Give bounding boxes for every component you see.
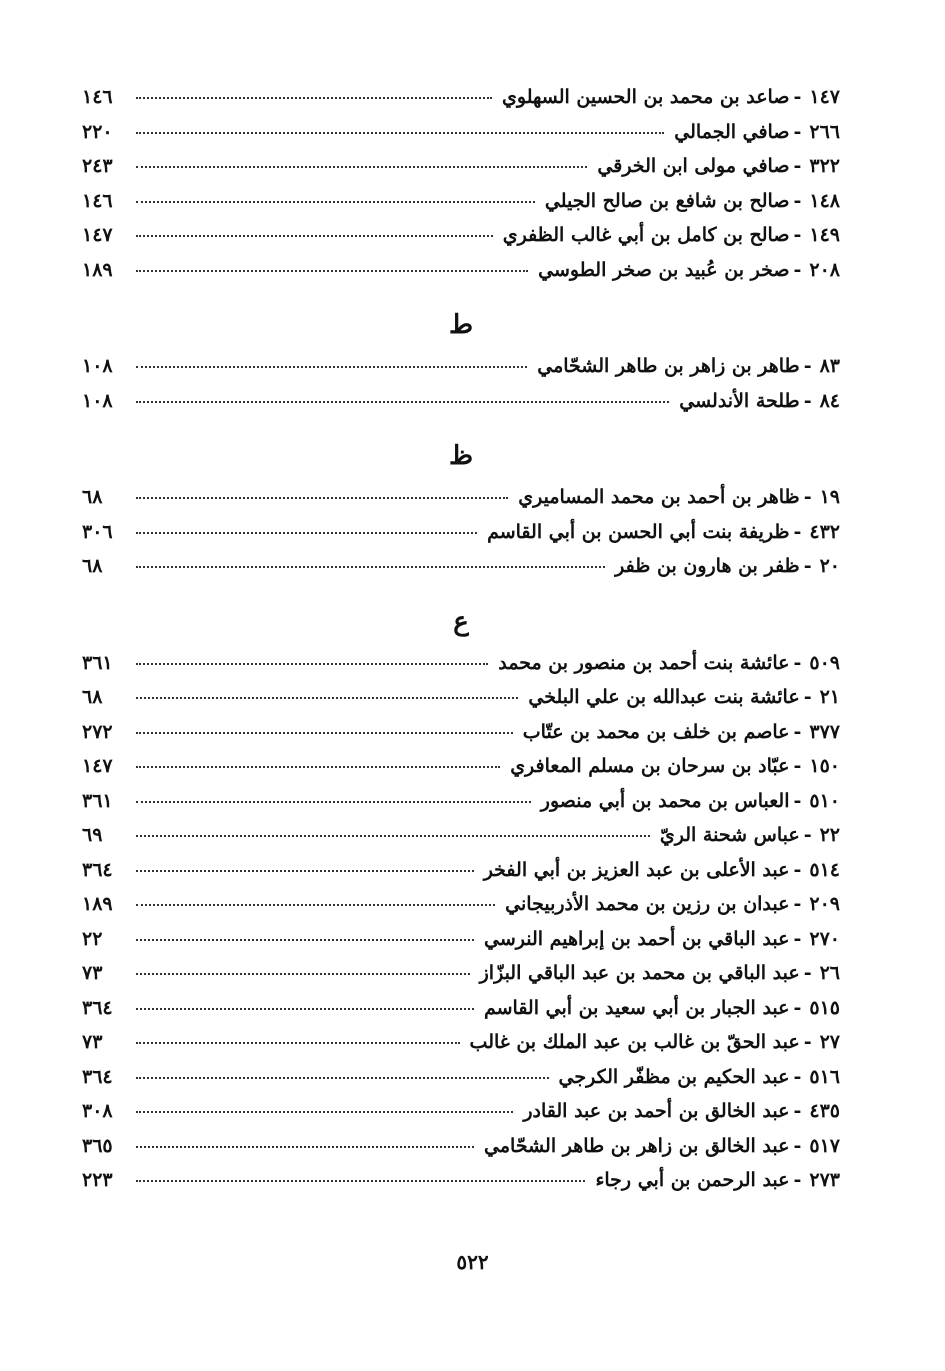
- index-entry: [82, 928, 840, 963]
- entry-dash: ‐: [803, 686, 812, 708]
- entry-number: ١٩: [819, 486, 840, 508]
- entry-name: عبّاد بن سرحان بن مسلم المعافري: [510, 755, 790, 777]
- index-entry: [82, 555, 840, 590]
- entry-name: عبد الخالق بن أحمد بن عبد القادر: [523, 1100, 790, 1122]
- index-entry: [82, 121, 840, 156]
- entry-number: ٥٠٩: [809, 651, 840, 674]
- entry-page-ref: ٣٦١: [82, 651, 113, 674]
- dot-leader: [136, 939, 474, 941]
- entry-page-ref: ١٤٧: [82, 224, 113, 246]
- index-entry: [82, 652, 840, 687]
- dot-leader: [136, 663, 488, 665]
- entry-name: العباس بن محمد بن أبي منصور: [540, 789, 790, 812]
- section-letter: ظ: [448, 441, 474, 471]
- entry-page-ref: ٢٧٢: [82, 720, 113, 743]
- entry-name: عبد الحكيم بن مظفّر الكرجي: [558, 1065, 790, 1088]
- index-entry: [82, 521, 840, 556]
- index-entry: [82, 1169, 840, 1204]
- entry-page-ref: ١٠٨: [82, 389, 113, 412]
- entry-number: ١٤٩: [809, 224, 840, 246]
- index-entry: [82, 721, 840, 756]
- index-entry: [82, 86, 840, 121]
- section-letter: ع: [453, 606, 469, 637]
- entry-name: عبد الخالق بن زاهر بن طاهر الشحّامي: [484, 1134, 790, 1157]
- dot-leader: [136, 97, 492, 99]
- entry-dash: ‐: [803, 824, 812, 846]
- entry-dash: ‐: [793, 720, 802, 743]
- entry-number: ٨٤: [819, 389, 840, 412]
- entry-page-ref: ٦٨: [82, 686, 103, 708]
- entry-name: عباس شحنة الريّ: [659, 824, 800, 846]
- entry-number: ٣٧٧: [809, 720, 840, 743]
- dot-leader: [136, 835, 650, 837]
- entry-dash: ‐: [793, 893, 802, 915]
- index-entry: [82, 790, 840, 825]
- dot-leader: [136, 270, 528, 272]
- entry-dash: ‐: [793, 258, 802, 281]
- entry-page-ref: ٢٤٣: [82, 155, 113, 177]
- entry-dash: ‐: [803, 962, 812, 984]
- dot-leader: [136, 1042, 460, 1044]
- entry-name: عبد الحقّ بن غالب بن عبد الملك بن غالب: [469, 1031, 800, 1053]
- entry-number: ٢٠٨: [809, 258, 840, 281]
- entry-name: عبدان بن رزين بن محمد الأذربيجاني: [505, 893, 790, 915]
- dot-leader: [136, 904, 495, 906]
- entry-name: صاعد بن محمد بن الحسين السهلوي: [502, 86, 790, 108]
- entry-name: عبد الأعلى بن عبد العزيز بن أبي الفخر: [483, 858, 790, 881]
- entry-page-ref: ٧٣: [82, 962, 103, 984]
- entry-name: ظريفة بنت أبي الحسن بن أبي القاسم: [487, 520, 790, 543]
- dot-leader: [136, 973, 470, 975]
- index-entry: [82, 390, 840, 425]
- entry-dash: ‐: [793, 120, 802, 143]
- index-entry: [82, 1031, 840, 1066]
- entry-page-ref: ٦٨: [82, 555, 103, 577]
- entry-number: ٥١٤: [809, 858, 840, 881]
- dot-leader: [136, 870, 474, 872]
- entry-page-ref: ٢٢٠: [82, 120, 113, 143]
- index-entry: [82, 824, 840, 859]
- index-entry: [82, 1135, 840, 1170]
- entry-name: صافي الجمالي: [674, 120, 790, 143]
- entry-page-ref: ٣٠٦: [82, 520, 113, 543]
- entry-dash: ‐: [793, 1169, 802, 1191]
- entry-dash: ‐: [803, 355, 812, 377]
- section-letter: ط: [448, 310, 474, 340]
- entry-page-ref: ١٠٨: [82, 355, 113, 377]
- entry-page-ref: ٣٦٥: [82, 1134, 113, 1157]
- entry-name: عبد الباقي بن محمد بن عبد الباقي البزّاز: [479, 962, 800, 984]
- index-entry: [82, 486, 840, 521]
- entry-number: ٢٧: [819, 1031, 840, 1053]
- entry-page-ref: ٣٦٤: [82, 1065, 113, 1088]
- entry-number: ٢٧٣: [809, 1169, 840, 1191]
- entry-page-ref: ٣٦١: [82, 789, 113, 812]
- dot-leader: [136, 1111, 513, 1113]
- entry-dash: ‐: [793, 858, 802, 881]
- entry-number: ٤٣٥: [809, 1100, 840, 1122]
- entry-number: ٥١٧: [809, 1134, 840, 1157]
- entry-name: صالح بن كامل بن أبي غالب الظفري: [502, 224, 790, 246]
- entry-number: ٣٢٢: [809, 155, 840, 177]
- dot-leader: [136, 132, 664, 134]
- entry-dash: ‐: [793, 189, 802, 212]
- index-entry: [82, 155, 840, 190]
- dot-leader: [136, 497, 508, 499]
- entry-number: ١٥٠: [809, 755, 840, 777]
- dot-leader: [136, 401, 669, 403]
- index-entry: [82, 997, 840, 1032]
- dot-leader: [136, 166, 587, 168]
- index-entry: [82, 686, 840, 721]
- entry-name: طاهر بن زاهر بن طاهر الشحّامي: [537, 355, 800, 377]
- entry-dash: ‐: [803, 555, 812, 577]
- entry-page-ref: ٣٦٤: [82, 996, 113, 1019]
- entry-page-ref: ٢٢٣: [82, 1169, 113, 1191]
- entry-name: صافي مولى ابن الخرقي: [597, 155, 790, 177]
- dot-leader: [136, 235, 493, 237]
- entry-number: ٤٣٢: [809, 520, 840, 543]
- entry-page-ref: ٣٠٨: [82, 1100, 113, 1122]
- index-entry: [82, 1100, 840, 1135]
- entry-dash: ‐: [793, 1134, 802, 1157]
- entry-number: ٢٠: [819, 555, 840, 577]
- entry-dash: ‐: [803, 1031, 812, 1053]
- entry-dash: ‐: [793, 224, 802, 246]
- dot-leader: [136, 766, 500, 768]
- entry-number: ١٤٧: [809, 86, 840, 108]
- dot-leader: [136, 1077, 549, 1079]
- index-entry: [82, 190, 840, 225]
- entry-dash: ‐: [793, 789, 802, 812]
- entry-page-ref: ٧٣: [82, 1031, 103, 1053]
- entry-number: ٢٦٦: [809, 120, 840, 143]
- entry-name: عائشة بنت عبدالله بن علي البلخي: [528, 686, 800, 708]
- entry-dash: ‐: [793, 520, 802, 543]
- index-entry: [82, 355, 840, 390]
- entry-name: ظفر بن هارون بن ظفر: [615, 555, 800, 577]
- entry-dash: ‐: [793, 927, 802, 950]
- entry-name: طلحة الأندلسي: [679, 389, 800, 412]
- entry-page-ref: ١٤٦: [82, 189, 113, 212]
- entry-page-ref: ١٨٩: [82, 258, 113, 281]
- entry-page-ref: ١٨٩: [82, 893, 113, 915]
- dot-leader: [136, 566, 605, 568]
- entry-name: عبد الرحمن بن أبي رجاء: [595, 1169, 790, 1191]
- dot-leader: [136, 1008, 474, 1010]
- entry-page-ref: ١٤٧: [82, 755, 113, 777]
- entry-number: ٢٦: [819, 962, 840, 984]
- index-entry: [82, 755, 840, 790]
- index-entry: [82, 1066, 840, 1101]
- entry-number: ٢٧٠: [809, 927, 840, 950]
- entry-dash: ‐: [793, 155, 802, 177]
- index-entry: [82, 893, 840, 928]
- dot-leader: [136, 532, 477, 534]
- entry-name: عائشة بنت أحمد بن منصور بن محمد: [498, 651, 790, 674]
- entry-dash: ‐: [793, 1100, 802, 1122]
- index-page: [82, 86, 840, 1204]
- entry-page-ref: ٦٨: [82, 486, 103, 508]
- entry-name: عبد الباقي بن أحمد بن إبراهيم النرسي: [483, 927, 790, 950]
- page-number: ٥٢٢: [456, 1250, 489, 1274]
- entry-number: ٢٢: [819, 824, 840, 846]
- dot-leader: [136, 1146, 474, 1148]
- entry-number: ٢١: [819, 686, 840, 708]
- entry-number: ٥١٥: [809, 996, 840, 1019]
- entry-name: عاصم بن خلف بن محمد بن عتّاب: [522, 720, 790, 743]
- entry-dash: ‐: [793, 996, 802, 1019]
- dot-leader: [136, 366, 527, 368]
- entry-number: ١٤٨: [809, 189, 840, 212]
- entry-number: ٨٣: [819, 355, 840, 377]
- entry-name: ظاهر بن أحمد بن محمد المساميري: [518, 486, 800, 508]
- dot-leader: [136, 1180, 585, 1182]
- index-entry: [82, 859, 840, 894]
- entry-dash: ‐: [803, 389, 812, 412]
- entry-name: صخر بن عُبيد بن صخر الطوسي: [538, 258, 790, 281]
- entry-page-ref: ٣٦٤: [82, 858, 113, 881]
- entry-number: ٥١٠: [809, 789, 840, 812]
- entry-page-ref: ٦٩: [82, 824, 103, 846]
- dot-leader: [136, 201, 535, 203]
- entry-dash: ‐: [793, 755, 802, 777]
- entry-dash: ‐: [793, 651, 802, 674]
- entry-name: عبد الجبار بن أبي سعيد بن أبي القاسم: [483, 996, 790, 1019]
- index-entry: [82, 259, 840, 294]
- entry-page-ref: ١٤٦: [82, 86, 113, 108]
- entry-number: ٢٠٩: [809, 893, 840, 915]
- entry-name: صالح بن شافع بن صالح الجيلي: [544, 189, 790, 212]
- entry-page-ref: ٢٢: [82, 927, 103, 950]
- entry-dash: ‐: [793, 86, 802, 108]
- entry-dash: ‐: [793, 1065, 802, 1088]
- index-entry: [82, 962, 840, 997]
- entry-dash: ‐: [803, 486, 812, 508]
- dot-leader: [136, 697, 518, 699]
- index-entry: [82, 224, 840, 259]
- dot-leader: [136, 801, 531, 803]
- dot-leader: [136, 732, 513, 734]
- entry-number: ٥١٦: [809, 1065, 840, 1088]
